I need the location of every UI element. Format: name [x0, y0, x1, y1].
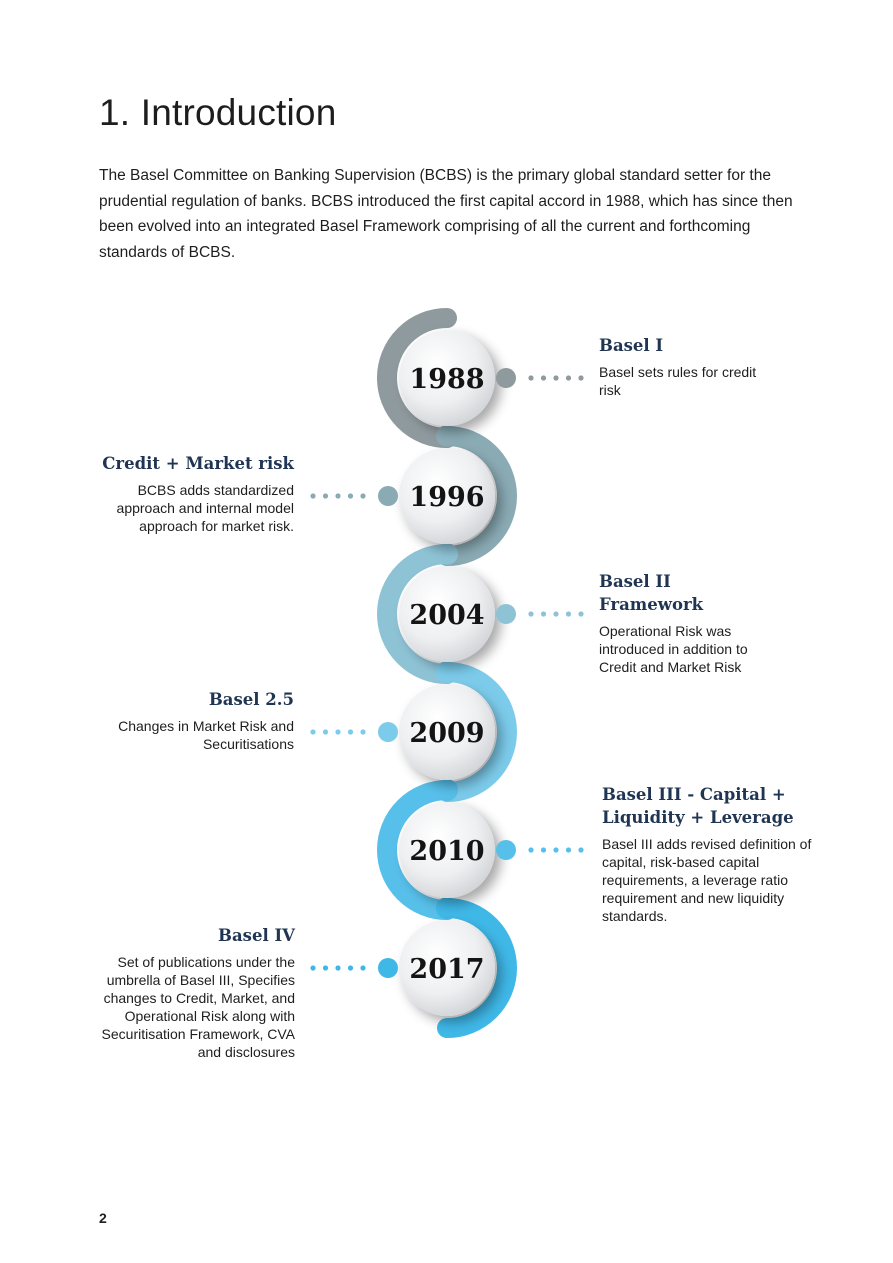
milestone-description: Basel sets rules for credit risk	[599, 364, 757, 398]
connector-dotted-line	[541, 611, 546, 616]
connector-dotted-line	[323, 493, 328, 498]
milestone-label-1988	[599, 334, 779, 399]
connector-dot	[378, 486, 398, 506]
year-label: 2009	[409, 718, 485, 749]
timeline-node-2009	[399, 684, 495, 780]
year-label: 1988	[409, 364, 485, 395]
timeline-joint	[436, 661, 458, 683]
connector-dotted-line	[360, 965, 365, 970]
timeline-joint	[436, 779, 458, 801]
connector-dotted-line	[348, 493, 353, 498]
connector-dotted-line	[541, 375, 546, 380]
timeline-node-2004	[399, 566, 495, 662]
milestone-label-2010	[602, 783, 817, 925]
connector-dotted-line	[553, 611, 558, 616]
connector-dot	[378, 958, 398, 978]
intro-paragraph: The Basel Committee on Banking Supervision (BCBS) is the primary global standard setter for the prudential regulation of banks. BCBS introduced the first capital accord in 1988, which has since then been evolved into an integrated Basel Framework comprising of all the current and forthcoming standards of BCBS.	[99, 167, 793, 262]
connector-dotted-line	[578, 847, 583, 852]
timeline-node-2017	[399, 920, 495, 1016]
connector-dot	[496, 604, 516, 624]
year-label: 2004	[409, 600, 485, 631]
year-label: 2017	[409, 954, 485, 985]
milestone-description: Set of publications under the umbrella of Basel III, Specifies changes to Credit, Market, and Operational Risk along with Securitisation Framework, CVA and disclosures	[101, 954, 295, 1060]
connector-dotted-line	[566, 611, 571, 616]
connector-dotted-line	[553, 375, 558, 380]
page-number: 2	[99, 1210, 107, 1226]
connector-dotted-line	[360, 729, 365, 734]
connector-dotted-line	[348, 729, 353, 734]
connector-dot	[496, 840, 516, 860]
milestone-title: Basel I	[599, 336, 664, 355]
milestone-label-2004	[599, 570, 779, 676]
connector-dotted-line	[335, 965, 340, 970]
milestone-title: Basel III - Capital + Liquidity + Leverage	[602, 785, 794, 827]
timeline-joint	[436, 425, 458, 447]
milestone-label-2009	[90, 688, 294, 753]
milestone-title: Basel II Framework	[599, 572, 704, 614]
milestone-description: BCBS adds standardized approach and internal model approach for market risk.	[116, 482, 294, 534]
timeline-node-1988	[399, 330, 495, 426]
connector-dotted-line	[310, 729, 315, 734]
connector-dotted-line	[323, 729, 328, 734]
timeline-joint	[436, 897, 458, 919]
milestone-label-1996	[90, 452, 294, 535]
connector-dot	[378, 722, 398, 742]
connector-dotted-line	[323, 965, 328, 970]
connector-dotted-line	[310, 965, 315, 970]
connector-dotted-line	[335, 493, 340, 498]
connector-dotted-line	[528, 375, 533, 380]
connector-dotted-line	[566, 847, 571, 852]
milestone-description: Basel III adds revised definition of capital, risk-based capital requirements, a leverage ratio requirement and new liquidity standards.	[602, 836, 812, 924]
connector-dotted-line	[578, 375, 583, 380]
connector-dot	[496, 368, 516, 388]
connector-dotted-line	[360, 493, 365, 498]
timeline-joint	[436, 543, 458, 565]
milestone-description: Operational Risk was introduced in addition to Credit and Market Risk	[599, 623, 748, 675]
connector-dotted-line	[566, 375, 571, 380]
page-title: 1. Introduction	[99, 92, 337, 133]
timeline-node-2010	[399, 802, 495, 898]
connector-dotted-line	[528, 847, 533, 852]
milestone-title: Basel 2.5	[208, 690, 294, 709]
milestone-label-2017	[80, 924, 295, 1061]
connector-dotted-line	[528, 611, 533, 616]
connector-dotted-line	[578, 611, 583, 616]
year-label: 1996	[409, 482, 485, 513]
milestone-title: Credit + Market risk	[102, 454, 294, 473]
milestone-title: Basel IV	[218, 926, 295, 945]
connector-dotted-line	[335, 729, 340, 734]
year-label: 2010	[409, 836, 485, 867]
connector-dotted-line	[348, 965, 353, 970]
connector-dotted-line	[541, 847, 546, 852]
connector-dotted-line	[553, 847, 558, 852]
milestone-description: Changes in Market Risk and Securitisations	[118, 718, 294, 752]
timeline-node-1996	[399, 448, 495, 544]
connector-dotted-line	[310, 493, 315, 498]
